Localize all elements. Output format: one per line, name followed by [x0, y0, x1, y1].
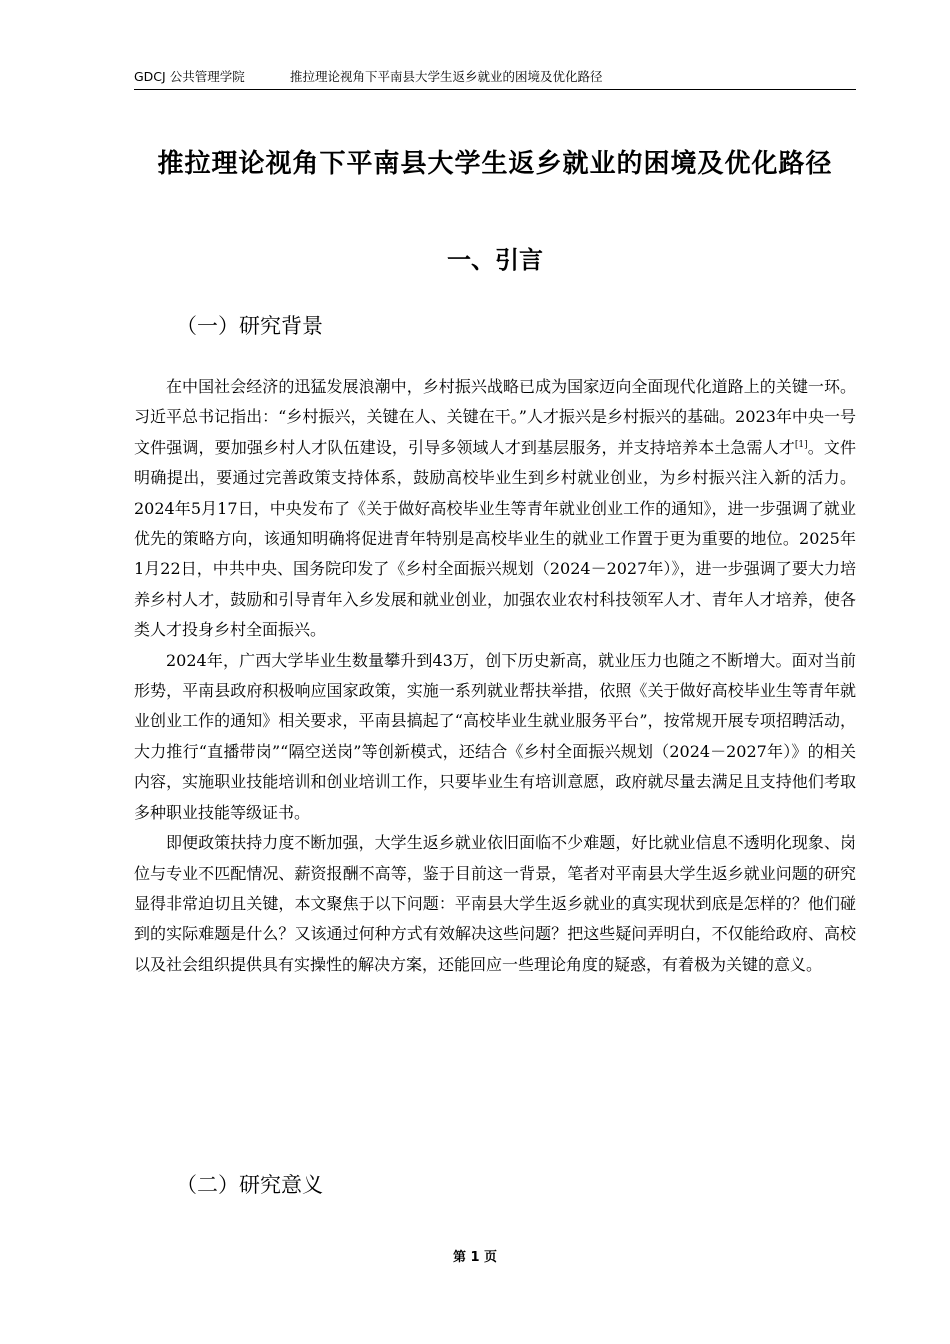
header-paper-title: 推拉理论视角下平南县大学生返乡就业的困境及优化路径 [290, 69, 603, 84]
paragraph-3: 即便政策扶持力度不断加强，大学生返乡就业依旧面临不少难题，好比就业信息不透明化现象、岗位与专业不匹配情况、薪资报酬不高等，鉴于目前这一背景，笔者对平南县大学生返乡就业问题的研究显得非常迫切且关键，本文聚焦于以下问题：平南县大学生返乡就业的真实现状到底是怎样的？他们碰到的实际难题是什么？又该通过何种方式有效解决这些问题？把这些疑问弄明白，不仅能给政府、高校以及社会组织提供具有实操性的解决方案，还能回应一些理论角度的疑惑，有着极为关键的意义。 [134, 833, 856, 974]
subsection-heading-background: （一）研究背景 [176, 314, 323, 338]
citation-ref: [1] [794, 439, 808, 450]
paragraph-1-text: 在中国社会经济的迅猛发展浪潮中，乡村振兴战略已成为国家迈向全面现代化道路上的关键一环。习近平总书记指出：“乡村振兴，关键在人、关键在干。”人才振兴是乡村振兴的基础。2023年中央一号文件强调，要加强乡村人才队伍建设，引导多领域人才到基层服务，并支持培养本土急需人才 [134, 377, 856, 457]
running-header [134, 67, 856, 90]
page-number: 第 1 页 [452, 1250, 498, 1265]
section-heading-introduction: 一、引言 [447, 246, 543, 274]
subsection-heading-significance: （二）研究意义 [176, 1173, 323, 1197]
paragraph-1 [134, 372, 856, 646]
paragraph-2: 2024年，广西大学毕业生数量攀升到43万，创下历史新高，就业压力也随之不断增大。面对当前形势，平南县政府积极响应国家政策，实施一系列就业帮扶举措，依照《关于做好高校毕业生等青年就业创业工作的通知》相关要求，平南县搞起了“高校毕业生就业服务平台”，按常规开展专项招聘活动，大力推行“直播带岗”“隔空送岗”等创新模式，还结合《乡村全面振兴规划（2024－2027年）》的相关内容，实施职业技能培训和创业培训工作，只要毕业生有培训意愿，政府就尽量去满足且支持他们考取多种职业技能等级证书。 [134, 650, 856, 822]
paper-title: 推拉理论视角下平南县大学生返乡就业的困境及优化路径 [157, 149, 833, 179]
body-text [134, 372, 856, 980]
paragraph-1-text-cont: 。文件明确提出，要通过完善政策支持体系，鼓励高校毕业生到乡村就业创业，为乡村振兴注入新的活力。2024年5月17日，中央发布了《关于做好高校毕业生等青年就业创业工作的通知》，进一步强调了就业优先的策略方向，该通知明确将促进青年特别是高校毕业生的就业工作置于更为重要的地位。2025年1月22日，中共中央、国务院印发了《乡村全面振兴规划（2024－2027年）》，进一步强调了要大力培养乡村人才，鼓励和引导青年入乡发展和就业创业，加强农业农村科技领军人才、青年人才培养，使各类人才投身乡村全面振兴。 [134, 437, 856, 640]
header-institution: GDCJ 公共管理学院 [134, 69, 245, 84]
